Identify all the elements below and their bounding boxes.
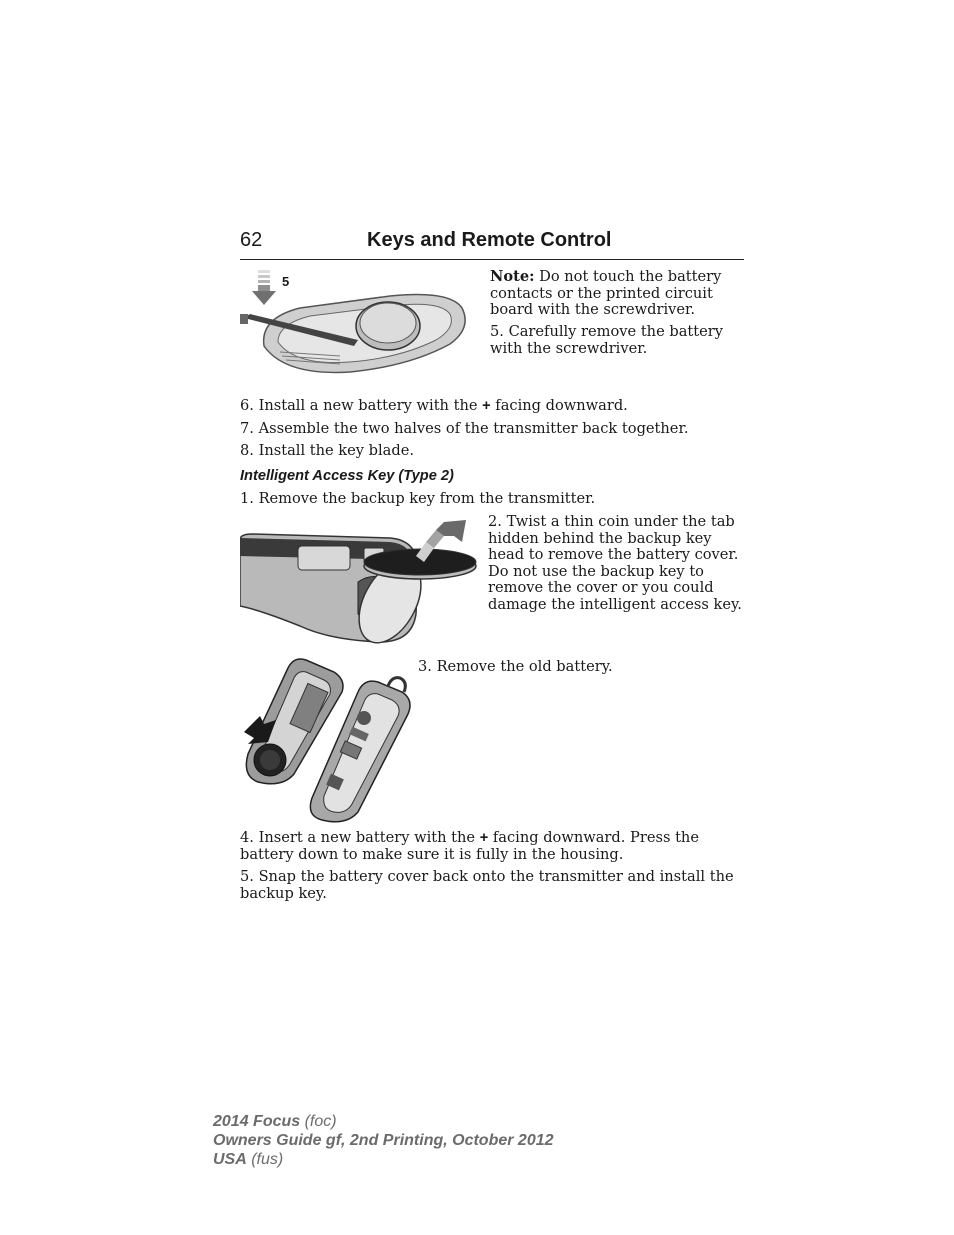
plus-symbol: + [479,830,489,846]
footer-line-3 [213,1150,554,1169]
step-4-text-end: facing downward. Press the battery down to make sure it is fully in the housing. [240,829,699,863]
step-2b: 2. Twist a thin coin under the tab hidden behind the backup key head to remove the battery cover. Do not use the backup key to remove the cover or you could damage the intelligent access key. [488,513,742,613]
section-heading: Intelligent Access Key (Type 2) [240,468,454,484]
figure-screwdriver-battery [240,268,472,380]
footer-line-1 [213,1112,554,1131]
plus-symbol: + [482,398,491,414]
step-6-text: 6. Install a new battery with the [240,397,483,414]
page-number: 62 [240,229,263,251]
footer-market: USA [213,1151,247,1168]
footer-line-2 [213,1131,554,1150]
note-text: Do not touch the battery contacts or the printed circuit board with the screwdriver. [490,268,722,318]
figure-step-label: 5 [282,274,290,289]
step-1b: 1. Remove the backup key from the transmitter. [240,490,596,507]
step-5a: 5. Carefully remove the battery with the screwdriver. [490,323,723,357]
page-title: Keys and Remote Control [367,229,612,251]
step-7: 7. Assemble the two halves of the transmitter back together. [240,420,689,437]
step-6-text-end: facing downward. [490,397,628,414]
figure-open-transmitter [242,656,416,826]
step-4b [240,830,744,863]
figure-battery-cover [240,514,480,644]
step-8: 8. Install the key blade. [240,442,414,459]
footer-edition: Owners Guide gf, 2nd Printing, October 2012 [213,1132,554,1149]
footer-market-code: (fus) [246,1151,284,1168]
footer-model: 2014 Focus [213,1113,301,1130]
step-5b: 5. Snap the battery cover back onto the transmitter and install the backup key. [240,868,734,902]
footer [213,1112,554,1169]
note-paragraph [490,269,744,319]
step-6 [240,398,744,415]
note-label: Note: [490,268,535,285]
down-arrow-icon [252,270,276,305]
header-divider [240,259,744,260]
footer-model-code: (foc) [300,1113,337,1130]
step-4-text: 4. Insert a new battery with the [240,829,480,846]
step-3b: 3. Remove the old battery. [418,658,613,675]
